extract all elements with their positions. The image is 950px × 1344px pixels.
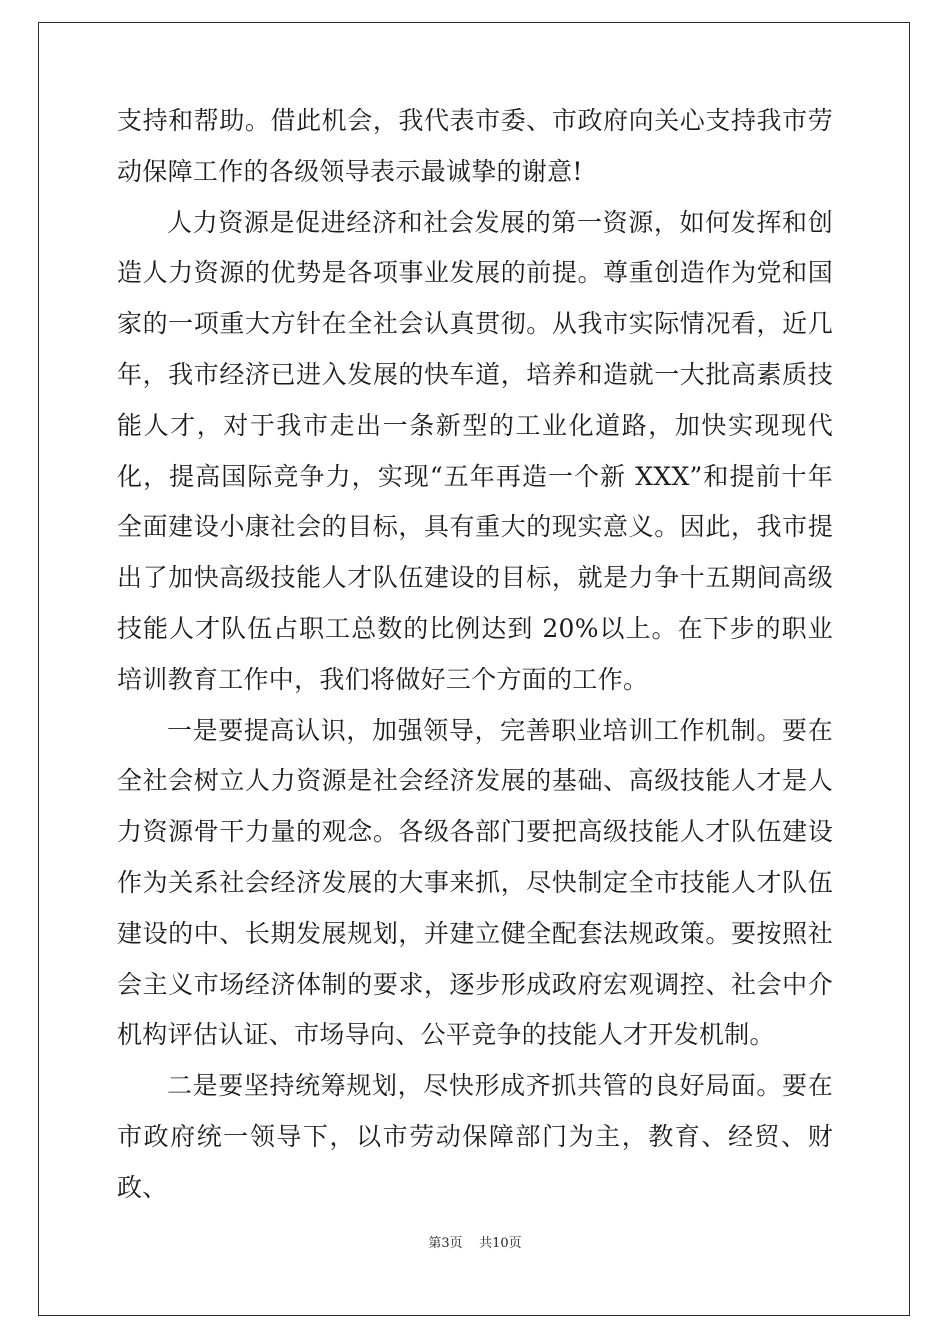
paragraph-2: 人力资源是促进经济和社会发展的第一资源，如何发挥和创造人力资源的优势是各项事业发展的前提。尊重创造作为党和国家的一项重大方针在全社会认真贯彻。从我市实际情况看，近几年，我市经济已进入发展的快车道，培养和造就一大批高素质技能人才，对于我市走出一条新型的工业化道路，加快实现现代化，提高国际竞争力，实现“五年再造一个新 XXX”和提前十年全面建设小康社会的目标，具有重大的现实意义。因此，我市提出了加快高级技能人才队伍建设的目标，就是力争十五期间高级技能人才队伍占职工总数的比例达到 20%以上。在下步的职业培训教育工作中，我们将做好三个方面的工作。 — [117, 207, 833, 694]
paragraph-4: 二是要坚持统筹规划，尽快形成齐抓共管的良好局面。要在市政府统一领导下，以市劳动保障部门为主，教育、经贸、财政、 — [117, 1071, 833, 1202]
page-total: 共10页 — [479, 1236, 522, 1251]
page-footer — [0, 1232, 950, 1251]
page-number: 第3页 — [428, 1236, 463, 1251]
paragraph-1: 支持和帮助。借此机会，我代表市委、市政府向关心支持我市劳动保障工作的各级领导表示最诚挚的谢意! — [117, 106, 833, 186]
paragraph-3: 一是要提高认识，加强领导，完善职业培训工作机制。要在全社会树立人力资源是社会经济发展的基础、高级技能人才是人力资源骨干力量的观念。各级各部门要把高级技能人才队伍建设作为关系社会经济发展的大事来抓，尽快制定全市技能人才队伍建设的中、长期发展规划，并建立健全配套法规政策。要按照社会主义市场经济体制的要求，逐步形成政府宏观调控、社会中介机构评估认证、市场导向、公平竞争的技能人才开发机制。 — [117, 715, 833, 1050]
document-body — [117, 96, 833, 1214]
